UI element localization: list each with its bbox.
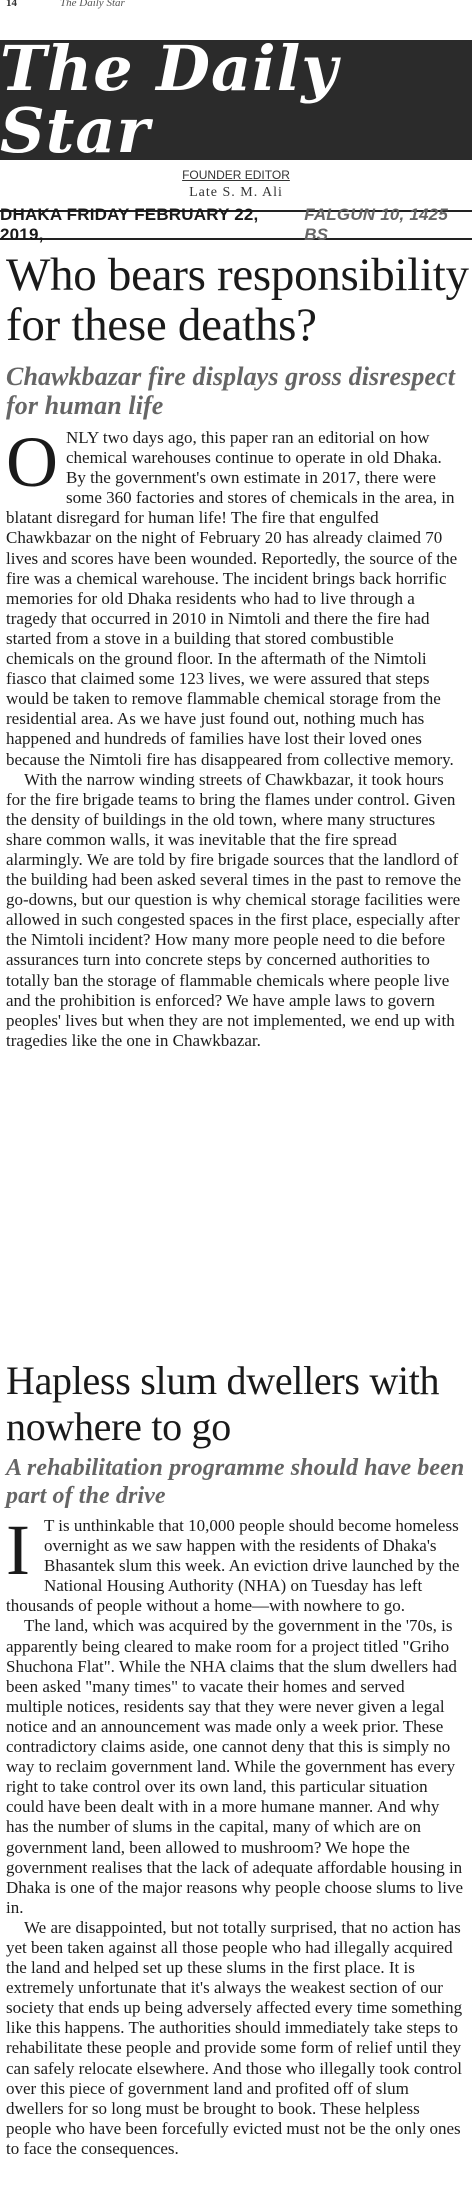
dateline-main: DHAKA FRIDAY FEBRUARY 22, 2019, bbox=[0, 205, 259, 244]
founder-editor bbox=[0, 168, 472, 201]
paragraph-text: NLY two days ago, this paper ran an editorial on how chemical warehouses continue to operate in old Dhaka. By the government's own estimate in 2017, there were some 360 factories and stores of chemicals in the area, in blatant disregard for human life! The fire that engulfed Chawkbazar on the night of February 20 has already claimed 70 lives and scores have been wounded. Reportedly, the source of the fire was a chemical warehouse. The incident brings back horrific memories for old Dhaka residents who had to live through a tragedy that occurred in 2010 in Nimtoli and there the fire had started from a stove in a building that stored combustible chemicals on the ground floor. In the aftermath of the Nimtoli fiasco that claimed some 123 lives, we were assured that steps would be taken to remove flammable chemical storage from the residential area. As we have just found out, nothing much has happened and hundreds of families have lost their loved ones because the Nimtoli fire has disappeared from collective memory. bbox=[6, 428, 458, 769]
article-body bbox=[0, 422, 472, 1051]
page-number: 14 bbox=[6, 0, 17, 9]
paragraph: The land, which was acquired by the government in the '70s, is apparently being cleared to make room for a project titled "Griho Shuchona Flat". While the NHA claims that the slum dwellers had been asked "many times" to vacate their homes and served multiple notices, residents say that they were never given a legal notice and an announcement was made only a week prior. These contradictory claims aside, one cannot deny that this is simply no way to reclaim government land. While the government has every right to take control over its own land, this particular situation could have been dealt with in a more humane manner. And why has the number of slums in the capital, many of which are on government land, been allowed to mushroom? We hope the government realises that the lack of adequate affordable housing in Dhaka is one of the major reasons why people choose slums to live in. bbox=[6, 1616, 464, 1917]
editorial-slum-eviction bbox=[0, 1358, 472, 2159]
paragraph: With the narrow winding streets of Chawkbazar, it took hours for the fire brigade teams to bring the flames under control. Given the density of buildings in the old town, where many structures share common walls, it was inevitable that the fire spread alarmingly. We are told by fire brigade sources that the landlord of the building had been asked several times in the past to remove the go-downs, but our question is why chemical storage facilities were allowed in such congested spaces in the first place, especially after the Nimtoli incident? How many more people need to die before assurances turn into concrete steps by concerned authorities to totally ban the storage of flammable chemicals where people live and the prohibition is enforced? We have ample laws to govern peoples' lives but when they are not implemented, we end up with tragedies like the one in Chawkbazar. bbox=[6, 769, 462, 1050]
headline: Hapless slum dwellers with nowhere to go bbox=[6, 1358, 440, 1449]
drop-cap: O bbox=[6, 422, 58, 502]
founder-label: FOUNDER EDITOR bbox=[182, 168, 290, 182]
dateline bbox=[0, 205, 472, 244]
paragraph bbox=[6, 422, 464, 770]
paragraph-text: T is unthinkable that 10,000 people should become homeless overnight as we saw happen with the residents of Dhaka's Bhasantek slum this week. An eviction drive launched by the National Housing Authority (NHA) on Tuesday has left thousands of people without a home—with nowhere to go. bbox=[6, 1516, 460, 1616]
drop-cap: I bbox=[6, 1510, 30, 1590]
top-strip bbox=[0, 0, 472, 10]
masthead bbox=[0, 32, 472, 167]
headline: Who bears responsibility for these deaths? bbox=[6, 249, 469, 351]
running-title: The Daily Star bbox=[60, 0, 125, 9]
editorial-chawkbazar bbox=[0, 250, 472, 1051]
founder-name: Late S. M. Ali bbox=[189, 185, 283, 200]
subhead: A rehabilitation programme should have been part of the drive bbox=[6, 1455, 465, 1509]
paragraph: We are disappointed, but not totally surprised, that no action has yet been taken against all those people who had illegally acquired the land and helped set up these slums in the first place. It is extremely unfortunate that it's always the weakest section of our society that ends up being adversely affected every time something like this happens. The authorities should immediately take steps to rehabilitate these people and provide some form of relief until they can safely relocate elsewhere. And those who illegally took control over this piece of government land and profited off of slum dwellers for so long must be brought to book. These helpless people who have been forcefully evicted must not be the only ones to face the consequences. bbox=[6, 1917, 463, 2158]
article-body bbox=[0, 1510, 472, 2159]
masthead-logo: The Daily Star bbox=[0, 32, 339, 167]
paragraph bbox=[6, 1510, 464, 1616]
subhead: Chawkbazar fire displays gross disrespect for human life bbox=[6, 362, 456, 420]
dateline-bengali: FALGUN 10, 1425 BS bbox=[304, 205, 448, 244]
